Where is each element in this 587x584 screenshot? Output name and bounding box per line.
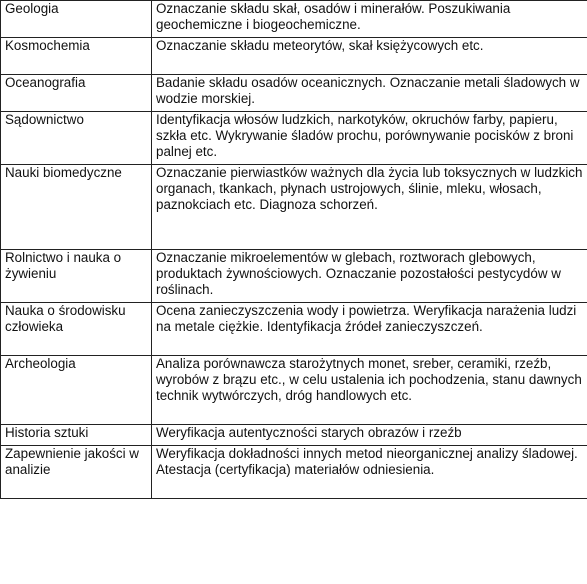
field-name: Historia sztuki — [5, 425, 89, 440]
table-row — [1, 250, 587, 303]
field-cell — [1, 1, 152, 38]
field-description: Oznaczanie mikroelementów w glebach, roztworach glebowych, produktach żywnościowych. Oznaczanie pozostałości pestycydów w roślinach. — [156, 250, 561, 298]
description-cell — [152, 38, 587, 75]
description-cell — [152, 1, 587, 38]
description-cell — [152, 446, 587, 499]
table-body — [1, 1, 587, 499]
field-cell — [1, 356, 152, 425]
field-name: Nauki biomedyczne — [5, 165, 122, 180]
field-cell — [1, 446, 152, 499]
field-name: Zapewnienie jakości w analizie — [5, 446, 139, 478]
description-cell — [152, 425, 587, 446]
field-description: Analiza porównawcza starożytnych monet, sreber, ceramiki, rzeźb, wyrobów z brązu etc., w celu ustalenia ich pochodzenia, stanu dawnych technik wytwórczych, dróg handlowych etc. — [156, 356, 582, 404]
field-cell — [1, 75, 152, 112]
table-row — [1, 165, 587, 250]
description-cell — [152, 303, 587, 356]
table-row — [1, 425, 587, 446]
field-description: Badanie składu osadów oceanicznych. Oznaczanie metali śladowych w wodzie morskiej. — [156, 75, 580, 107]
field-name: Nauka o środowisku człowieka — [5, 303, 126, 335]
description-cell — [152, 250, 587, 303]
description-cell — [152, 165, 587, 250]
field-name: Oceanografia — [5, 75, 86, 90]
table-row — [1, 446, 587, 499]
field-cell — [1, 165, 152, 250]
field-description: Weryfikacja autentyczności starych obrazów i rzeźb — [156, 425, 462, 440]
field-name: Sądownictwo — [5, 112, 84, 127]
field-description: Oznaczanie składu meteorytów, skał księżycowych etc. — [156, 38, 484, 53]
field-description: Oznaczanie składu skał, osadów i minerałów. Poszukiwania geochemiczne i biogeochemiczne. — [156, 1, 511, 33]
description-cell — [152, 356, 587, 425]
table-row — [1, 356, 587, 425]
table-row — [1, 1, 587, 38]
table-row — [1, 112, 587, 165]
field-cell — [1, 303, 152, 356]
field-cell — [1, 112, 152, 165]
table-row — [1, 303, 587, 356]
field-cell — [1, 38, 152, 75]
field-name: Kosmochemia — [5, 38, 90, 53]
table-row — [1, 75, 587, 112]
field-description: Oznaczanie pierwiastków ważnych dla życia lub toksycznych w ludzkich organach, tkankach, płynach ustrojowych, ślinie, mleku, włosach, paznokciach etc. Diagnoza schorzeń. — [156, 165, 583, 213]
description-cell — [152, 75, 587, 112]
field-description: Weryfikacja dokładności innych metod nieorganicznej analizy śladowej. Atestacja (certyfikacja) materiałów odniesienia. — [156, 446, 578, 478]
field-cell — [1, 425, 152, 446]
table-row — [1, 38, 587, 75]
field-description: Identyfikacja włosów ludzkich, narkotyków, okruchów farby, papieru, szkła etc. Wykrywanie śladów prochu, porównywanie pocisków z broni palnej etc. — [156, 112, 574, 160]
field-name: Archeologia — [5, 356, 76, 371]
field-description: Ocena zanieczyszczenia wody i powietrza. Weryfikacja narażenia ludzi na metale ciężkie. Identyfikacja źródeł zanieczyszczeń. — [156, 303, 577, 335]
description-cell — [152, 112, 587, 165]
field-name: Geologia — [5, 1, 59, 16]
field-name: Rolnictwo i nauka o żywieniu — [5, 250, 122, 282]
field-cell — [1, 250, 152, 303]
